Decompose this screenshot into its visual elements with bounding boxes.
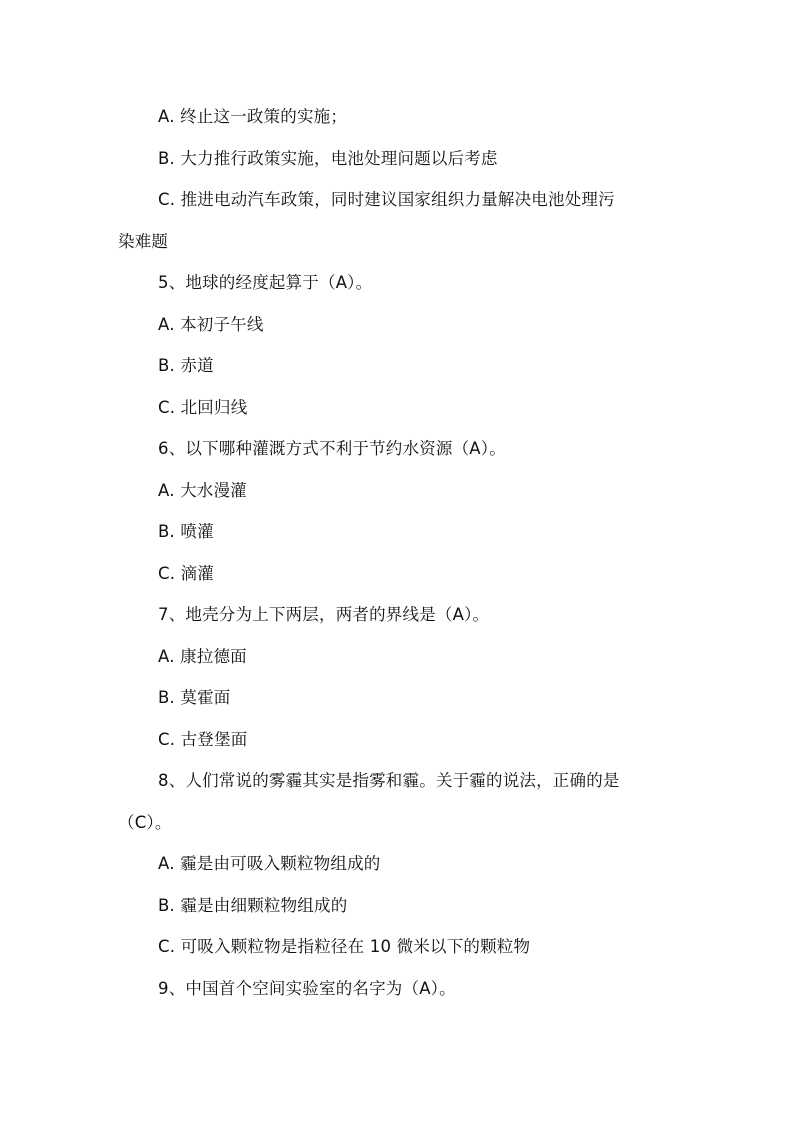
q5-option-c: C. 北回归线 [158, 398, 248, 417]
q7-option-a: A. 康拉德面 [158, 647, 247, 666]
question-9: 9、中国首个空间实验室的名字为（A）。 [158, 979, 456, 998]
question-7: 7、地壳分为上下两层，两者的界线是（A）。 [158, 605, 490, 624]
option-a-text: A. 终止这一政策的实施； [158, 107, 348, 126]
question-5: 5、地球的经度起算于（A）。 [158, 273, 373, 292]
q7-option-c: C. 古登堡面 [158, 730, 248, 749]
q8-option-c: C. 可吸入颗粒物是指粒径在 10 微米以下的颗粒物 [158, 937, 531, 956]
option-b-text: B. 大力推行政策实施，电池处理问题以后考虑 [158, 149, 498, 168]
q8-option-b: B. 霾是由细颗粒物组成的 [158, 896, 348, 915]
q6-option-c: C. 滴灌 [158, 564, 215, 583]
option-c-continuation: 染难题 [118, 232, 169, 251]
option-c-text: C. 推进电动汽车政策，同时建议国家组织力量解决电池处理污 [158, 190, 615, 209]
q6-option-b: B. 喷灌 [158, 522, 214, 541]
question-8-continuation: （C）。 [118, 813, 172, 832]
question-8: 8、人们常说的雾霾其实是指雾和霾。关于霾的说法，正确的是 [158, 771, 620, 790]
question-6: 6、以下哪种灌溉方式不利于节约水资源（A）。 [158, 439, 506, 458]
q5-option-a: A. 本初子午线 [158, 315, 264, 334]
q5-option-b: B. 赤道 [158, 356, 214, 375]
q8-option-a: A. 霾是由可吸入颗粒物组成的 [158, 854, 381, 873]
q7-option-b: B. 莫霍面 [158, 688, 231, 707]
q6-option-a: A. 大水漫灌 [158, 481, 247, 500]
